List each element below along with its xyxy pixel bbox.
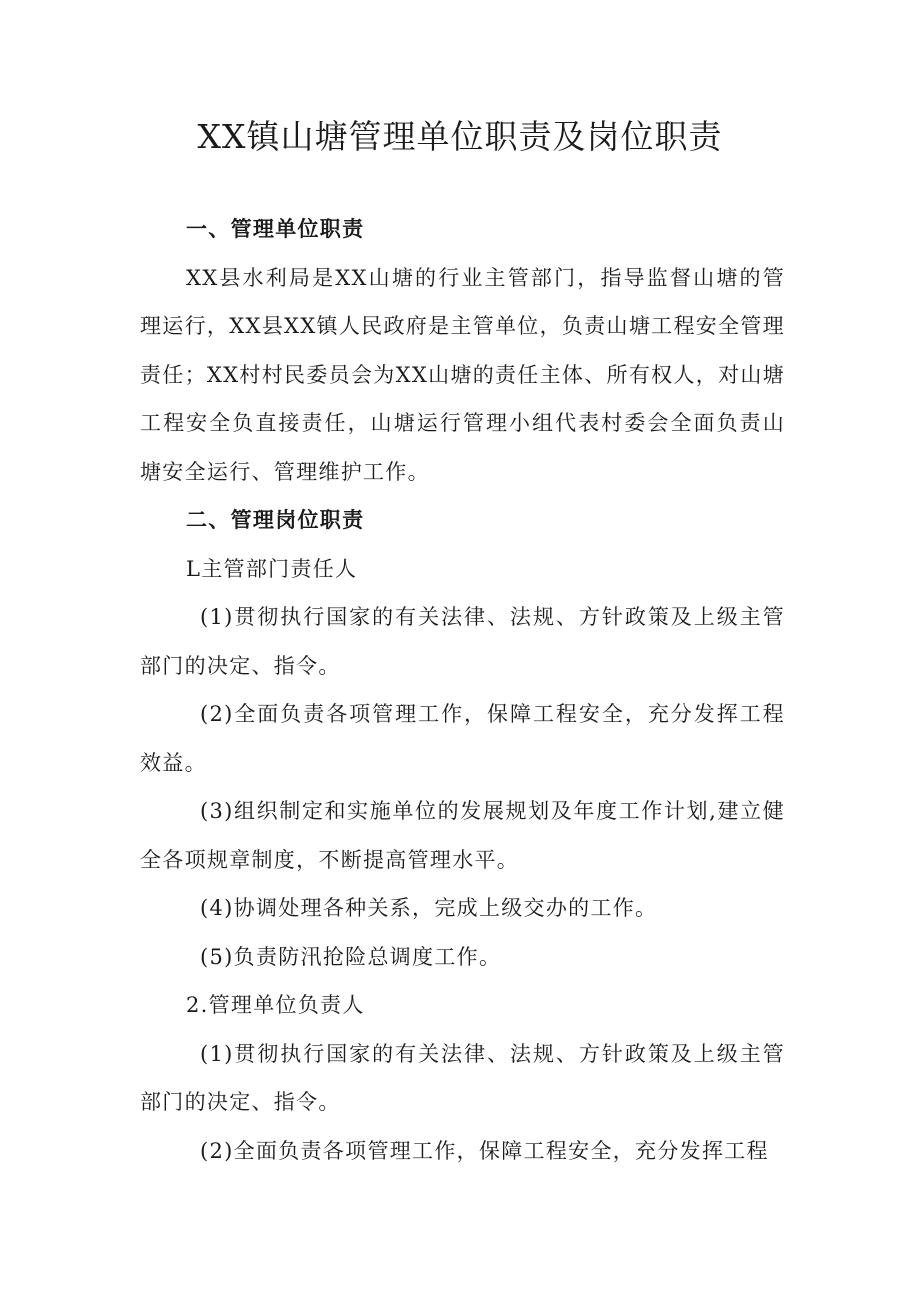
section-heading: 一、管理单位职责 xyxy=(186,217,365,241)
body-paragraph: XX县水利局是XX山塘的行业主管部门，指导监督山塘的管理运行，XX县XX镇人民政府是主管单位，负责山塘工程安全管理责任；XX村村民委员会为XX山塘的责任主体、所有权人，对山塘工程安全负直接责任，山塘运行管理小组代表村委会全面负责山塘安全运行、管理维护工作。 xyxy=(140,265,785,484)
section-heading: 二、管理岗位职责 xyxy=(186,508,365,532)
list-item: (1)贯彻执行国家的有关法律、法规、方针政策及上级主管部门的决定、指令。 xyxy=(140,605,785,678)
subsection-heading: L主管部门责任人 xyxy=(186,556,358,581)
list-item: (1)贯彻执行国家的有关法律、法规、方针政策及上级主管部门的决定、指令。 xyxy=(140,1041,785,1114)
list-item: (5)负责防汛抢险总调度工作。 xyxy=(200,944,502,969)
document-body xyxy=(140,205,785,1175)
list-item: (3)组织制定和实施单位的发展规划及年度工作计划,建立健全各项规章制度，不断提高管理水平。 xyxy=(140,799,785,872)
list-item: (4)协调处理各种关系，完成上级交办的工作。 xyxy=(200,896,658,920)
subsection-heading: 2.管理单位负责人 xyxy=(186,993,365,1017)
list-item: (2)全面负责各项管理工作，保障工程安全，充分发挥工程效益。 xyxy=(140,702,785,775)
list-item: (2)全面负责各项管理工作，保障工程安全，充分发挥工程 xyxy=(200,1138,769,1163)
document-title: XX镇山塘管理单位职责及岗位职责 xyxy=(197,117,723,156)
